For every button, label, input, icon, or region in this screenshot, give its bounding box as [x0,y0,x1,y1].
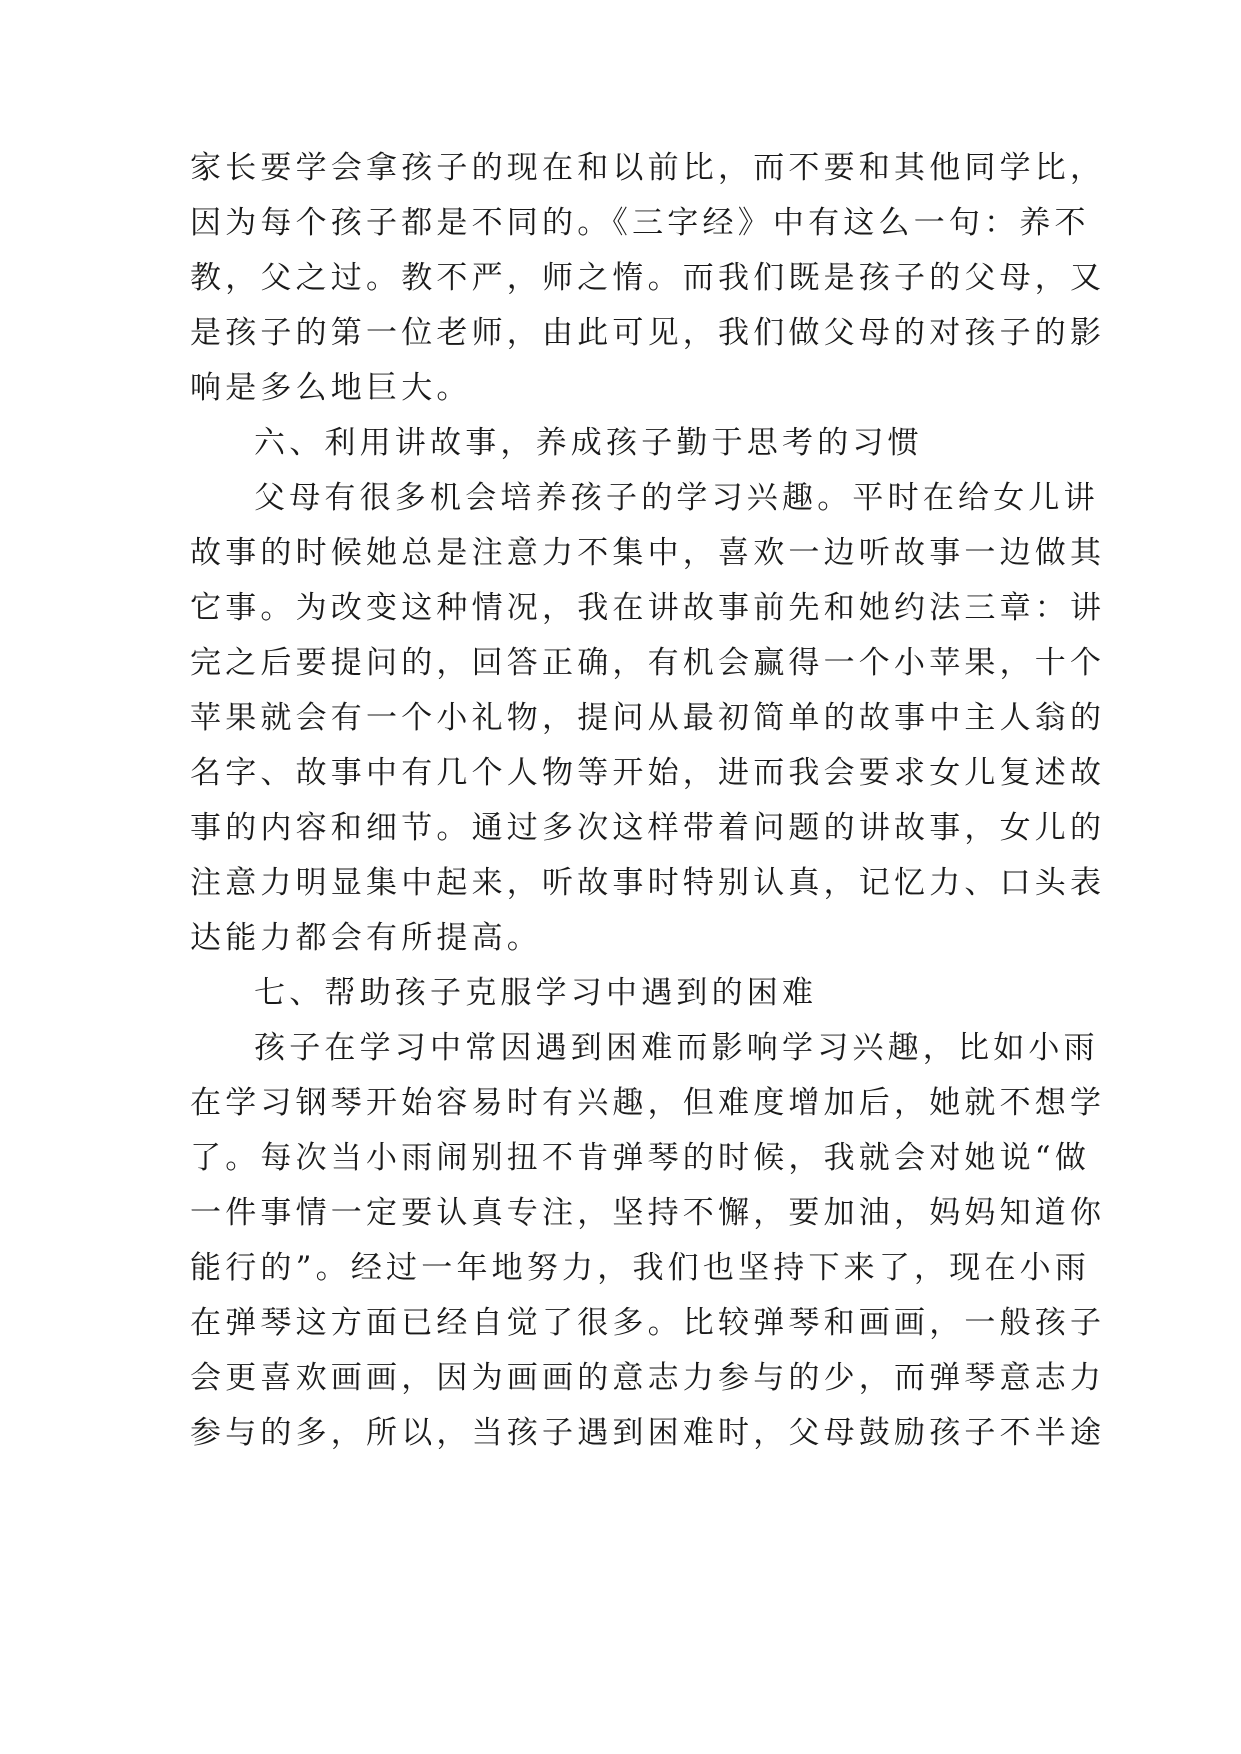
text-line: 孩子在学习中常因遇到困难而影响学习兴趣，比如小雨 [254,1030,1099,1066]
text-line: 响是多么地巨大。 [190,370,472,406]
text-line: 在弹琴这方面已经自觉了很多。比较弹琴和画画，一般孩子 [190,1305,1106,1341]
text-line: 父母有很多机会培养孩子的学习兴趣。平时在给女儿讲 [254,480,1099,516]
text-line: 名字、故事中有几个人物等开始，进而我会要求女儿复述故 [190,755,1106,791]
text-line: 完之后要提问的，回答正确，有机会赢得一个小苹果，十个 [190,645,1106,681]
text-line: 能行的”。经过一年地努力，我们也坚持下来了，现在小雨 [190,1250,1091,1286]
text-line: 一件事情一定要认真专注，坚持不懈，要加油，妈妈知道你 [190,1195,1106,1231]
text-line: 参与的多，所以，当孩子遇到困难时，父母鼓励孩子不半途 [190,1415,1106,1451]
text-line: 注意力明显集中起来，听故事时特别认真，记忆力、口头表 [190,865,1106,901]
section-heading: 六、利用讲故事，养成孩子勤于思考的习惯 [254,425,923,461]
section-heading: 七、帮助孩子克服学习中遇到的困难 [254,975,818,1011]
text-line: 会更喜欢画画，因为画画的意志力参与的少，而弹琴意志力 [190,1360,1106,1396]
text-line: 家长要学会拿孩子的现在和以前比，而不要和其他同学比， [190,150,1106,186]
text-line: 苹果就会有一个小礼物，提问从最初简单的故事中主人翁的 [190,700,1106,736]
text-line: 因为每个孩子都是不同的。《三字经》中有这么一句：养不 [190,205,1090,241]
text-line: 了。每次当小雨闹别扭不肯弹琴的时候，我就会对她说“做 [190,1140,1091,1176]
text-line: 故事的时候她总是注意力不集中，喜欢一边听故事一边做其 [190,535,1106,571]
text-line: 达能力都会有所提高。 [190,920,542,956]
text-line: 它事。为改变这种情况，我在讲故事前先和她约法三章：讲 [190,590,1106,626]
text-line: 是孩子的第一位老师，由此可见，我们做父母的对孩子的影 [190,315,1106,351]
text-line: 在学习钢琴开始容易时有兴趣，但难度增加后，她就不想学 [190,1085,1106,1121]
text-line: 事的内容和细节。通过多次这样带着问题的讲故事，女儿的 [190,810,1106,846]
text-line: 教，父之过。教不严，师之惰。而我们既是孩子的父母，又 [190,260,1106,296]
